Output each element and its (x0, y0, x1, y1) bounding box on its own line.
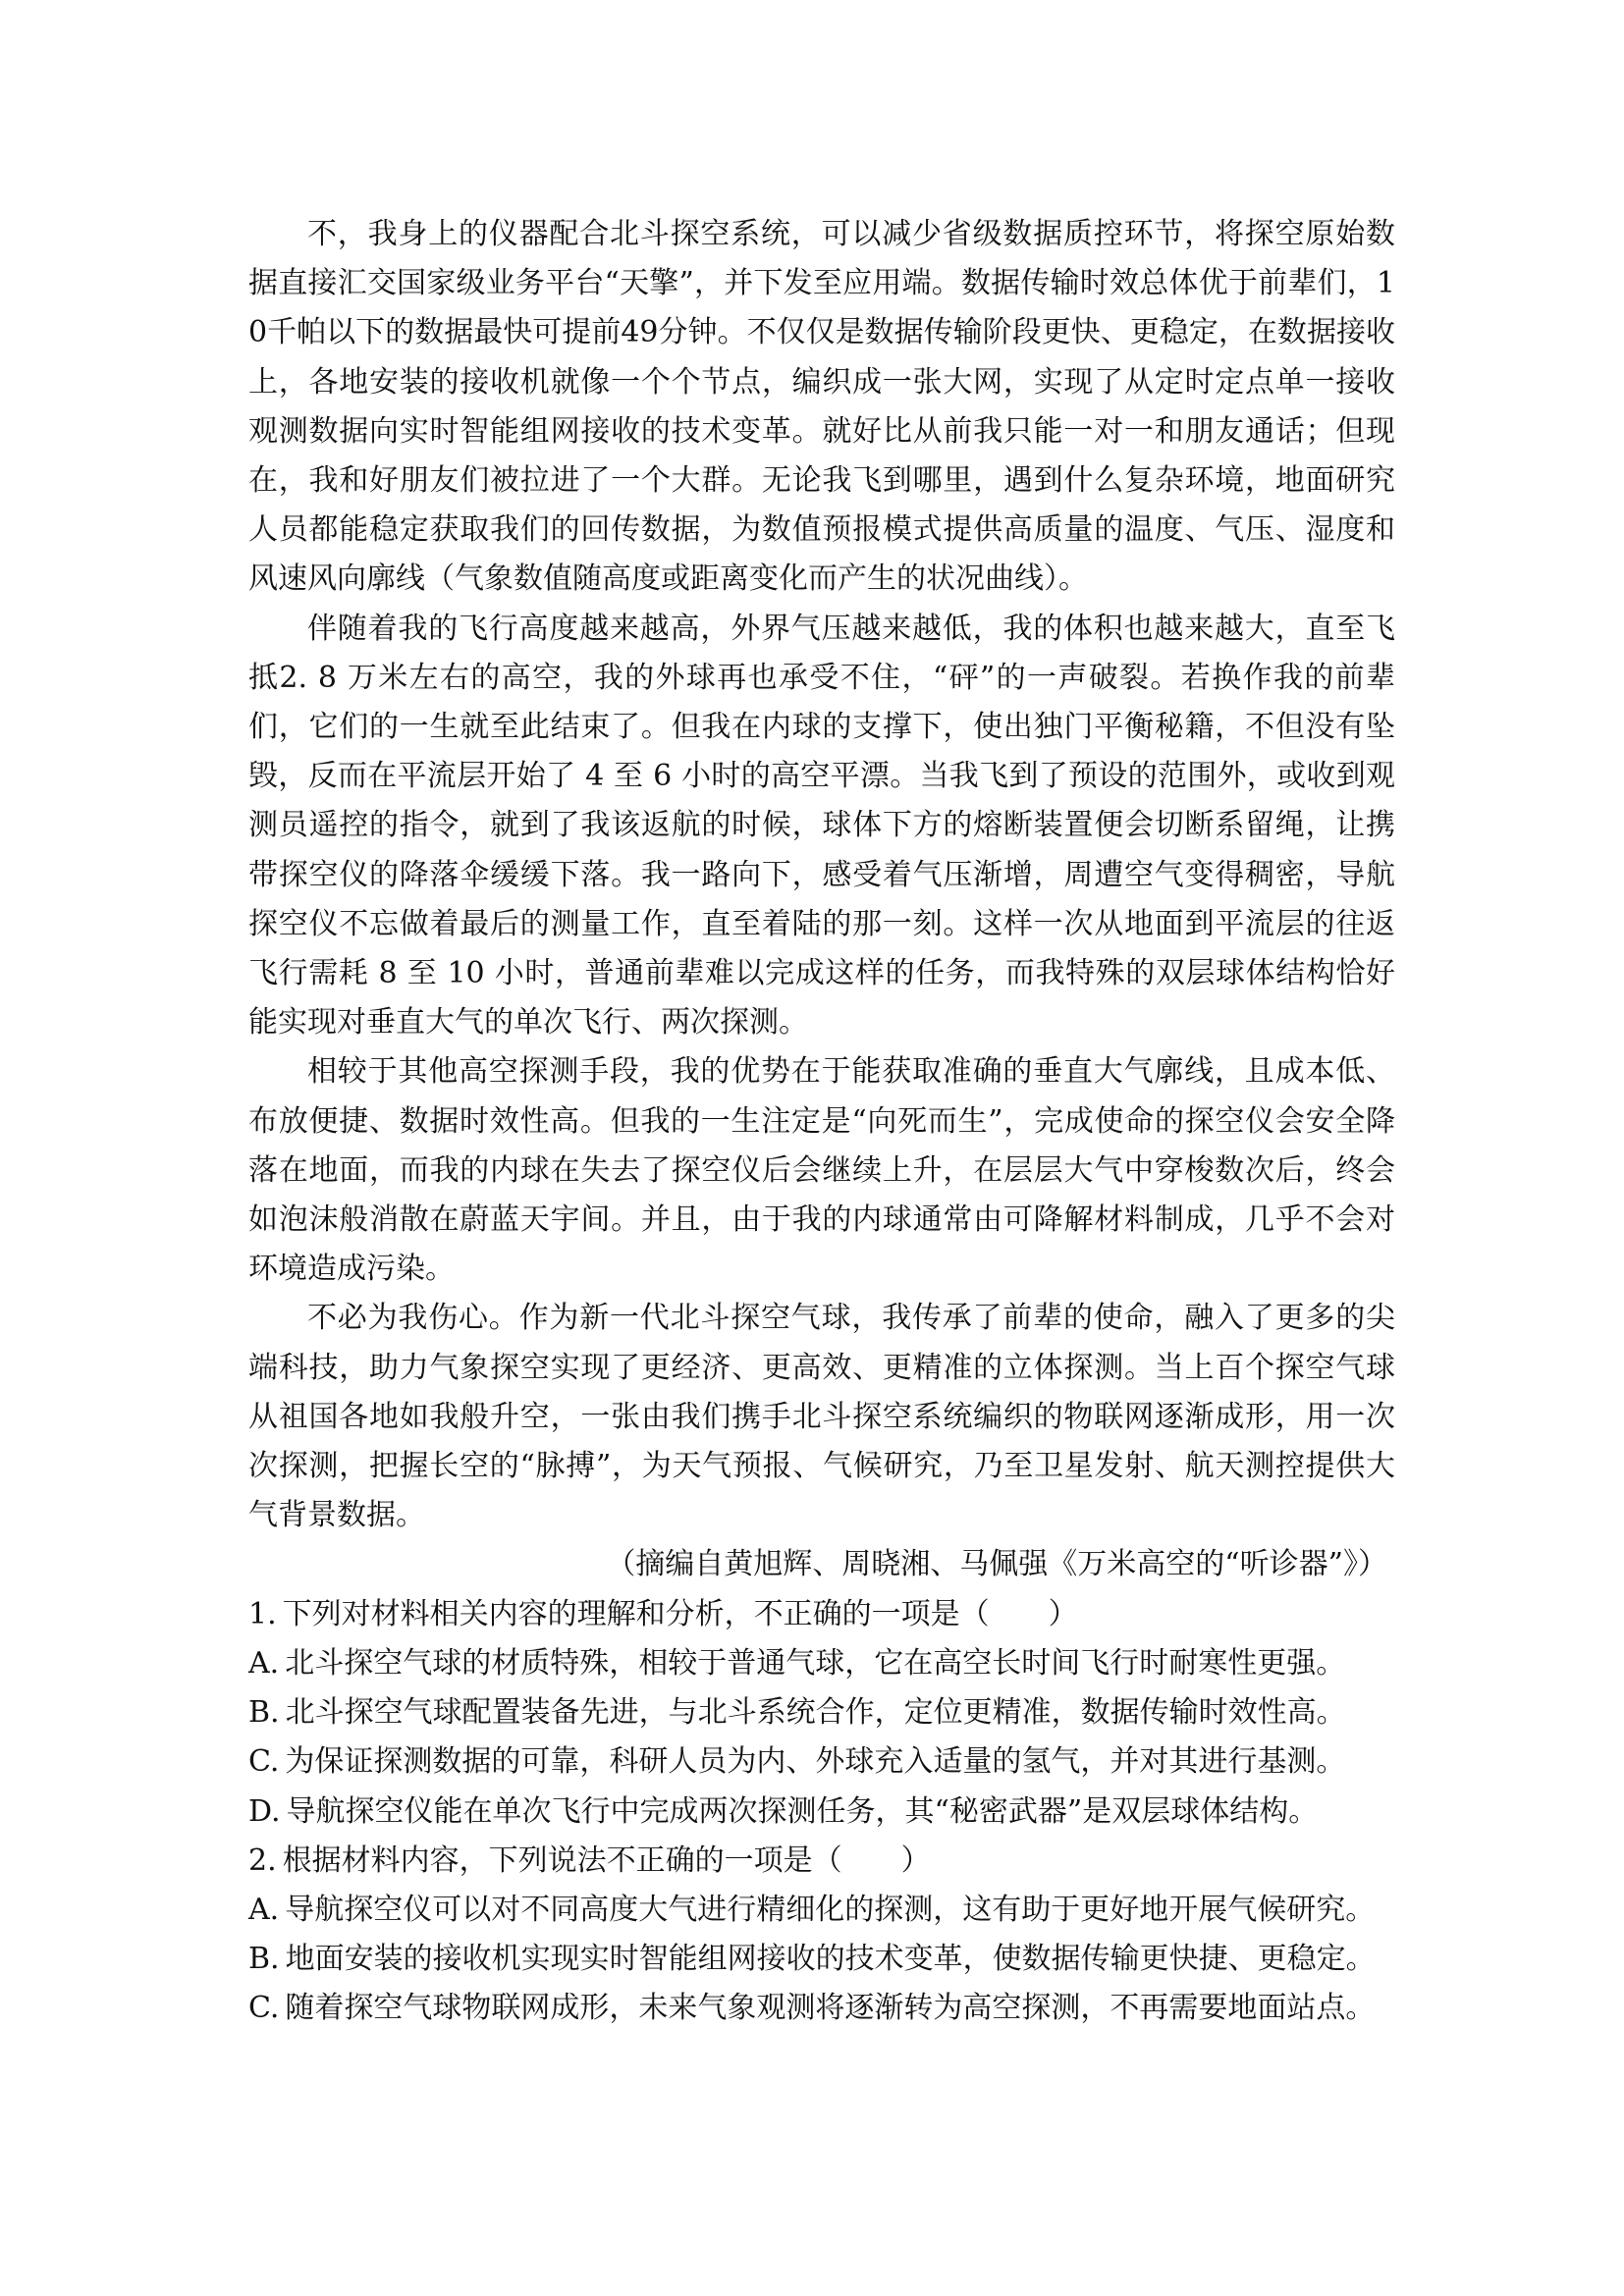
document-page (248, 210, 1395, 2034)
option-letter: C. (248, 1991, 280, 2026)
question-2-option-b (248, 1935, 1395, 1984)
paragraph-2: 伴随着我的飞行高度越来越高，外界气压越来越低，我的体积也越来越大，直至飞抵2. 8 万米左右的高空，我的外球再也承受不住，“砰”的一声破裂。若换作我的前辈们，它们的一生就至此结束了。但我在内球的支撑下，使出独门平衡秘籍，不但没有坠毁，反而在平流层开始了 4 至 6 小时的高空平漂。当我飞到了预设的范围外，或收到观测员遥控的指令，就到了我该返航的时候，球体下方的熔断装置便会切断系留绳，让携带探空仪的降落伞缓缓下落。我一路向下，感受着气压渐增，周遭空气变得稠密，导航探空仪不忘做着最后的测量工作，直至着陆的那一刻。这样一次从地面到平流层的往返飞行需耗 8 至 10 小时，普通前辈难以完成这样的任务，而我特殊的双层球体结构恰好能实现对垂直大气的单次飞行、两次探测。 (248, 611, 1395, 1041)
option-letter: A. (248, 1645, 280, 1681)
paragraph-3: 相较于其他高空探测手段，我的优势在于能获取准确的垂直大气廓线，且成本低、布放便捷、数据时效性高。但我的一生注定是“向死而生”，完成使命的探空仪会安全降落在地面，而我的内球在失去了探空仪后会继续上升，在层层大气中穿梭数次后，终会如泡沫般消散在蔚蓝天宇间。并且，由于我的内球通常由可降解材料制成，几乎不会对环境造成污染。 (248, 1054, 1395, 1287)
question-2-option-a (248, 1886, 1395, 1935)
question-1-number: 1. (248, 1596, 277, 1631)
option-text: 导航探空仪能在单次飞行中完成两次探测任务，其“秘密武器”是双层球体结构。 (286, 1793, 1319, 1829)
question-1-option-b (248, 1688, 1395, 1737)
paragraph-1: 不，我身上的仪器配合北斗探空系统，可以减少省级数据质控环节，将探空原始数据直接汇交国家级业务平台“天擎”，并下发至应用端。数据传输时效总体优于前辈们，10千帕以下的数据最快可提前49分钟。不仅仅是数据传输阶段更快、更稳定，在数据接收上，各地安装的接收机就像一个个节点，编织成一张大网，实现了从定时定点单一接收观测数据向实时智能组网接收的技术变革。就好比从前我只能一对一和朋友通话；但现在，我和好朋友们被拉进了一个大群。无论我飞到哪里，遇到什么复杂环境，地面研究人员都能稳定获取我们的回传数据，为数值预报模式提供高质量的温度、气压、湿度和风速风向廓线（气象数值随高度或距离变化而产生的状况曲线）。 (248, 217, 1395, 597)
option-text: 北斗探空气球配置装备先进，与北斗系统合作，定位更精准，数据传输时效性高。 (285, 1695, 1346, 1731)
question-2-option-c (248, 1984, 1395, 2033)
question-1-option-c (248, 1737, 1395, 1787)
question-1-stem (248, 1590, 1395, 1639)
option-text: 北斗探空气球的材质特殊，相较于普通气球，它在高空长时间飞行时耐寒性更强。 (285, 1645, 1346, 1681)
question-2-stem (248, 1837, 1395, 1886)
paragraph-4: 不必为我伤心。作为新一代北斗探空气球，我传承了前辈的使命，融入了更多的尖端科技，助力气象探空实现了更经济、更高效、更精准的立体探测。当上百个探空气球从祖国各地如我般升空，一张由我们携手北斗探空系统编织的物联网逐渐成形，用一次次探测，把握长空的“脉搏”，为天气预报、气候研究，乃至卫星发射、航天测控提供大气背景数据。 (248, 1301, 1395, 1533)
option-letter: B. (248, 1942, 280, 1977)
option-text: 随着探空气球物联网成形，未来气象观测将逐渐转为高空探测，不再需要地面站点。 (285, 1991, 1376, 2026)
question-2-number: 2. (248, 1842, 277, 1878)
question-1 (248, 1590, 1395, 1837)
question-1-text: 下列对材料相关内容的理解和分析，不正确的一项是（ ） (282, 1596, 1078, 1631)
option-text: 地面安装的接收机实现实时智能组网接收的技术变革，使数据传输更快捷、更稳定。 (285, 1942, 1376, 1977)
question-1-option-d (248, 1788, 1395, 1837)
option-letter: B. (248, 1695, 280, 1731)
option-letter: A. (248, 1892, 280, 1927)
question-1-option-a (248, 1639, 1395, 1688)
question-2 (248, 1837, 1395, 2034)
option-letter: C. (248, 1744, 280, 1780)
option-text: 为保证探测数据的可靠，科研人员为内、外球充入适量的氢气，并对其进行基测。 (285, 1744, 1346, 1780)
option-letter: D. (248, 1793, 281, 1829)
question-2-text: 根据材料内容，下列说法不正确的一项是（ ） (282, 1842, 931, 1878)
source-citation: （摘编自黄旭辉、周晓湘、马佩强《万米高空的“听诊器”》） (606, 1547, 1387, 1582)
option-text: 导航探空仪可以对不同高度大气进行精细化的探测，这有助于更好地开展气候研究。 (285, 1892, 1376, 1927)
